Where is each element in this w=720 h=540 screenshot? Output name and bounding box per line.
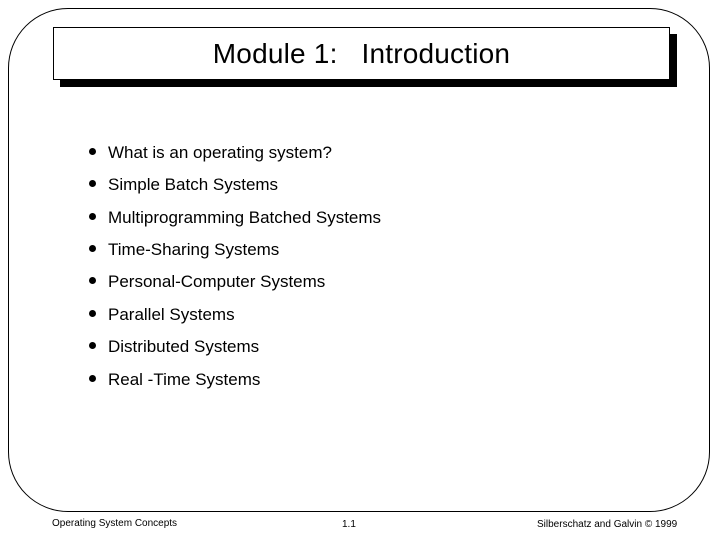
bullet-icon <box>89 148 96 155</box>
footer-page-number: 1.1 <box>342 519 356 530</box>
list-item-label: Personal-Computer Systems <box>108 272 326 291</box>
footer-course-title: Operating System Concepts <box>52 518 178 529</box>
list-item-label: What is an operating system? <box>108 143 332 162</box>
bullet-icon <box>89 342 96 349</box>
bullet-icon <box>89 245 96 252</box>
list-item-label: Multiprogramming Batched Systems <box>108 208 382 227</box>
bullet-icon <box>89 277 96 284</box>
list-item-label: Parallel Systems <box>108 305 235 324</box>
page-title: Module 1: Introduction <box>212 37 511 69</box>
list-item-label: Time-Sharing Systems <box>108 240 280 259</box>
footer-copyright: Silberschatz and Galvin © 1999 <box>537 519 678 530</box>
list-item-label: Real -Time Systems <box>108 370 261 389</box>
bullet-icon <box>89 310 96 317</box>
title-box <box>53 27 670 80</box>
bullet-icon <box>89 180 96 187</box>
bullet-icon <box>89 375 96 382</box>
bullet-icon <box>89 213 96 220</box>
list-item-label: Distributed Systems <box>108 337 260 356</box>
list-item-label: Simple Batch Systems <box>108 175 279 194</box>
